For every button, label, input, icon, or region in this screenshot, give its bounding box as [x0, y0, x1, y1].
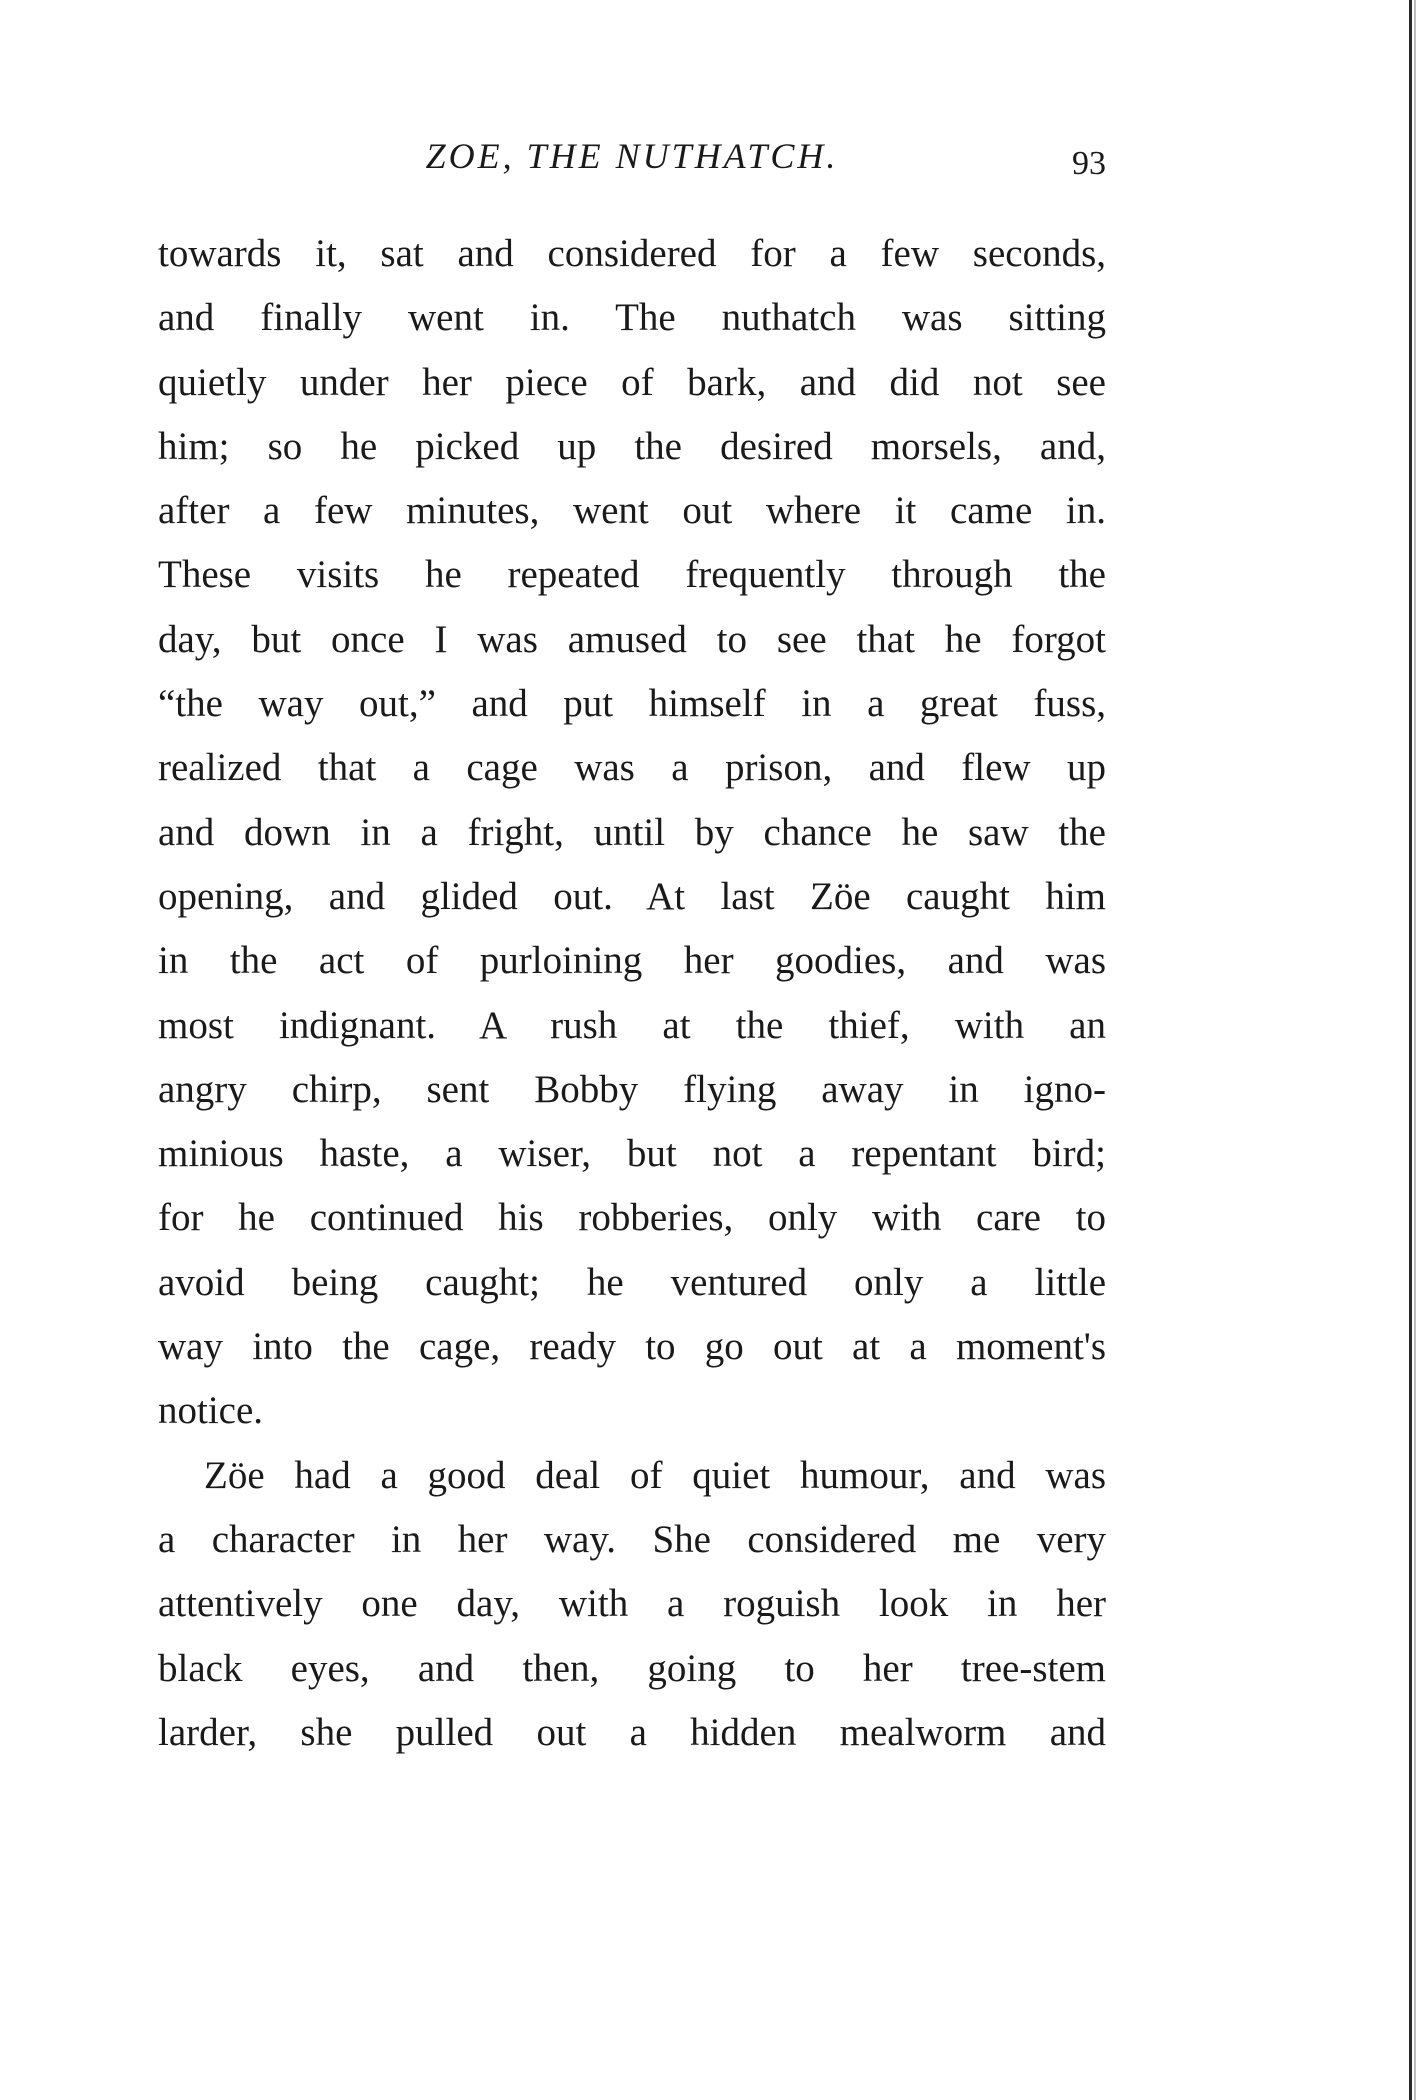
text-line: attentively one day, with a roguish look in her — [158, 1582, 1106, 1626]
paragraph-1 — [158, 222, 1106, 1444]
text-line: angry chirp, sent Bobby flying away in igno- — [158, 1067, 1106, 1111]
page-edge-shadow — [1414, 0, 1416, 2100]
text-line: minious haste, a wiser, but not a repentant bird; — [158, 1132, 1106, 1176]
text-line: quietly under her piece of bark, and did not see — [158, 360, 1106, 404]
text-line: towards it, sat and considered for a few seconds, — [158, 232, 1106, 275]
text-line: These visits he repeated frequently through the — [158, 553, 1106, 597]
text-line: and finally went in. The nuthatch was sitting — [158, 296, 1106, 340]
text-line: in the act of purloining her goodies, and was — [158, 939, 1106, 983]
text-line: “the way out,” and put himself in a great fuss, — [158, 682, 1106, 726]
running-head — [158, 135, 1106, 195]
page-number: 93 — [1072, 145, 1106, 182]
page-binding-edge — [1409, 0, 1412, 2100]
text-line: after a few minutes, went out where it came in. — [158, 489, 1106, 533]
text-line: day, but once I was amused to see that he forgot — [158, 617, 1106, 661]
text-line: black eyes, and then, going to her tree-stem — [158, 1646, 1106, 1690]
text-line: realized that a cage was a prison, and flew up — [158, 746, 1106, 790]
paragraph-2 — [158, 1444, 1106, 1765]
body-text — [158, 222, 1106, 1765]
text-line: avoid being caught; he ventured only a little — [158, 1260, 1106, 1304]
running-title: ZOE, THE NUTHATCH. — [425, 136, 839, 176]
text-line: larder, she pulled out a hidden mealworm and — [158, 1710, 1106, 1754]
text-line: notice. — [158, 1389, 264, 1433]
text-line: Zöe had a good deal of quiet humour, and was — [204, 1453, 1106, 1497]
text-line: most indignant. A rush at the thief, with an — [158, 1003, 1106, 1047]
text-line: opening, and glided out. At last Zöe caught him — [158, 874, 1106, 918]
text-line: and down in a fright, until by chance he saw the — [158, 810, 1106, 854]
text-line: for he continued his robberies, only with care to — [158, 1196, 1106, 1240]
text-line: a character in her way. She considered me very — [158, 1517, 1106, 1561]
text-line: way into the cage, ready to go out at a moment's — [158, 1325, 1106, 1369]
text-line: him; so he picked up the desired morsels, and, — [158, 424, 1106, 468]
